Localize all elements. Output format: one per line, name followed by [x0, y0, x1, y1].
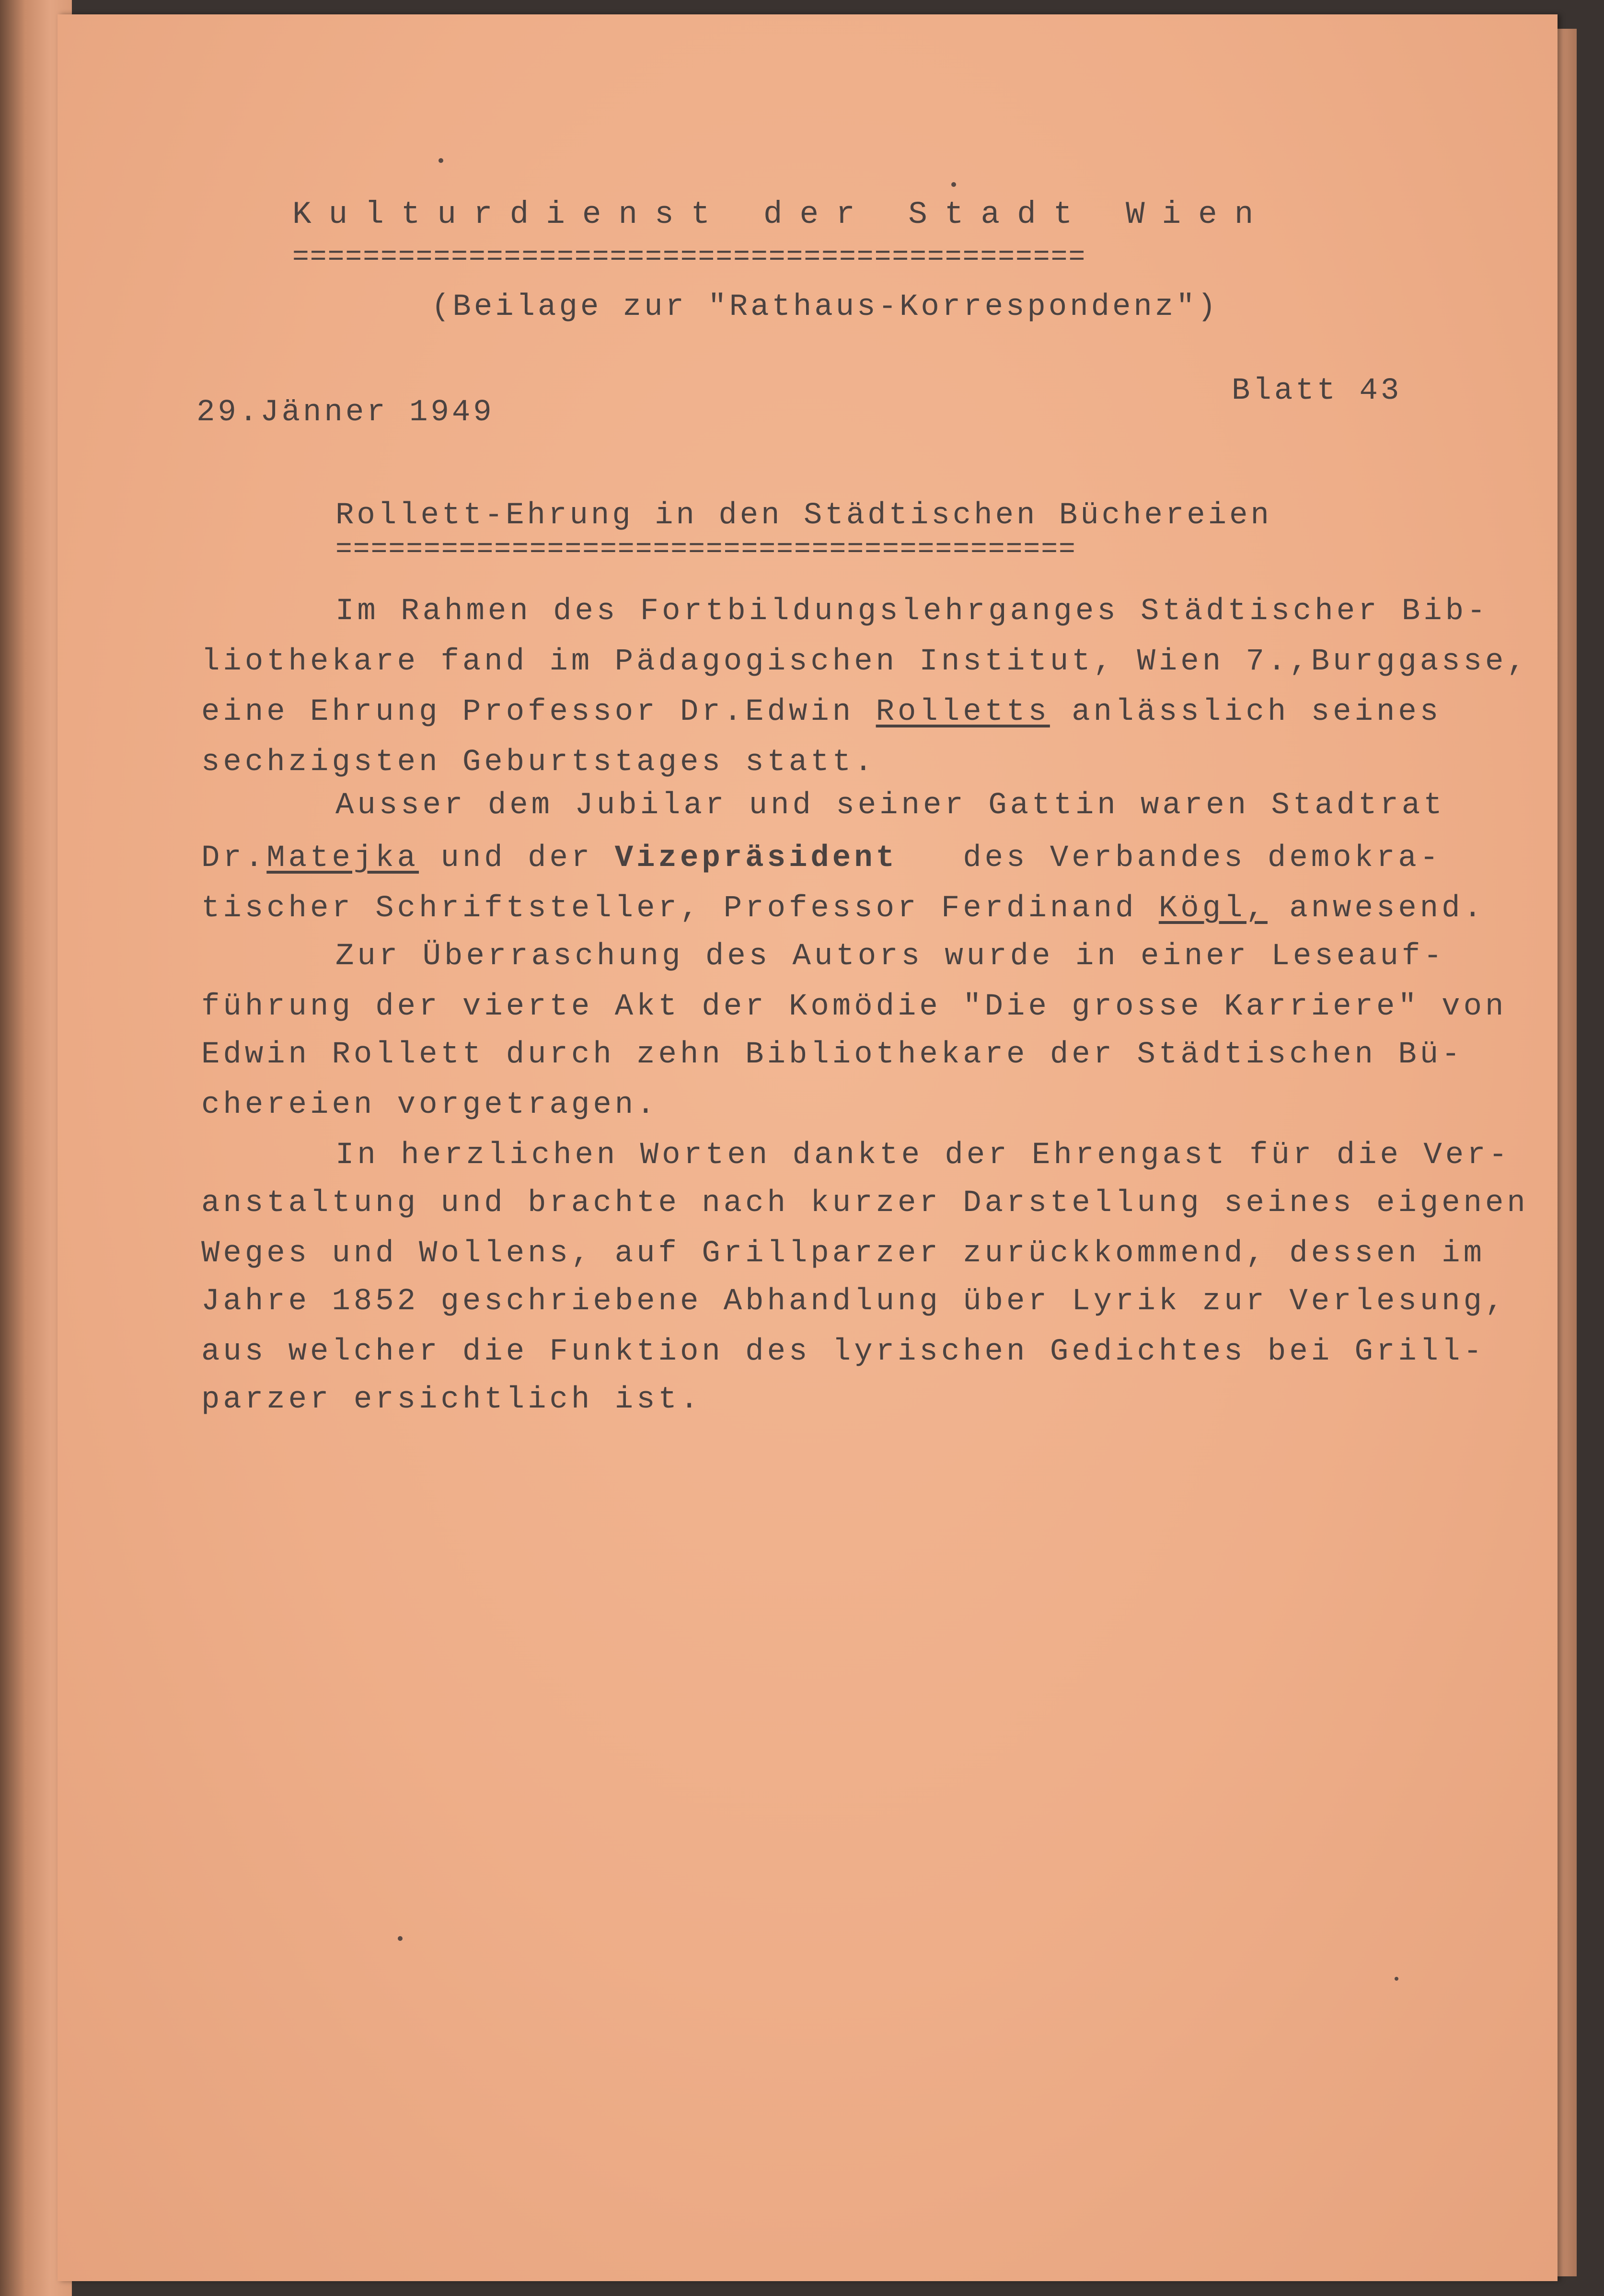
underlined-name: Rolletts	[876, 695, 1050, 729]
body-line: Im Rahmen des Fortbildungslehrganges Städtischer Bib-	[335, 594, 1489, 629]
paper-speck	[1395, 1977, 1398, 1981]
body-line: In herzlichen Worten dankte der Ehrengast für die Ver-	[335, 1138, 1511, 1173]
bold-word: Vizepräsident	[614, 841, 898, 876]
body-text: des Verbandes demokra-	[898, 841, 1442, 876]
body-line: Weges und Wollens, auf Grillparzer zurückkommend, dessen im	[201, 1236, 1485, 1271]
body-line: liothekare fand im Pädagogischen Institut, Wien 7.,Burggasse,	[201, 645, 1529, 679]
body-line: chereien vorgetragen.	[201, 1088, 658, 1122]
underlined-name: Kögl,	[1158, 891, 1268, 926]
body-line: Jahre 1852 geschriebene Abhandlung über Lyrik zur Verlesung,	[201, 1284, 1507, 1319]
page-edge	[1558, 29, 1577, 2276]
body-text: anwesend.	[1267, 891, 1485, 926]
body-line: Edwin Rollett durch zehn Bibliothekare der Städtischen Bü-	[201, 1038, 1464, 1072]
body-text: und der	[419, 841, 615, 876]
body-text: tischer Schriftsteller, Professor Ferdinand	[201, 891, 1159, 926]
header-rule: =============================================	[292, 242, 1086, 273]
body-text: anlässlich seines	[1050, 695, 1442, 729]
body-line: sechzigsten Geburtstages statt.	[201, 745, 876, 780]
body-text: Dr.	[201, 841, 267, 876]
body-line: führung der vierte Akt der Komödie "Die grosse Karriere" von	[201, 990, 1507, 1024]
paper-speck	[398, 1936, 403, 1941]
body-line: Zur Überraschung des Autors wurde in einer Leseauf-	[335, 939, 1445, 974]
body-line	[201, 841, 1442, 876]
body-line: parzer ersichtlich ist.	[201, 1383, 702, 1417]
body-line: Ausser dem Jubilar und seiner Gattin waren Stadtrat	[335, 788, 1445, 823]
sheet-number: Blatt 43	[1232, 374, 1402, 408]
article-title-rule: ==========================================	[335, 534, 1076, 565]
body-line	[201, 891, 1485, 926]
header-title: Kulturdienst der Stadt Wien	[292, 196, 1271, 232]
document-date: 29.Jänner 1949	[196, 395, 495, 430]
body-line: aus welcher die Funktion des lyrischen Gedichtes bei Grill-	[201, 1335, 1485, 1369]
paper-speck	[439, 158, 443, 163]
body-line: anstaltung und brachte nach kurzer Darstellung seines eigenen	[201, 1186, 1529, 1221]
underlined-name: Matejka	[266, 841, 419, 876]
body-line	[201, 695, 1442, 729]
paper-speck	[951, 182, 956, 187]
body-text: eine Ehrung Professor Dr.Edwin	[201, 695, 876, 729]
header-subtitle: (Beilage zur "Rathaus-Korrespondenz")	[431, 290, 1219, 324]
article-title: Rollett-Ehrung in den Städtischen Büchereien	[335, 498, 1272, 533]
